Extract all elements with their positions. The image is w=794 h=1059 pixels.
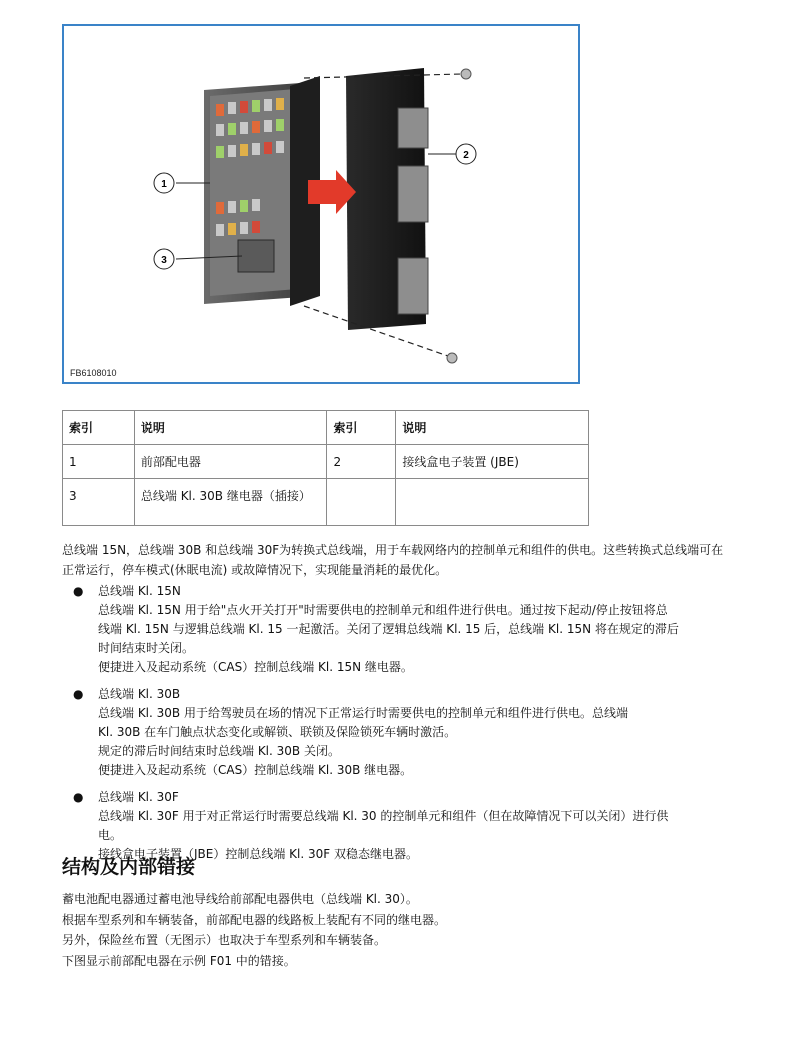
bullet-text-line: 总线端 Kl. 30F 用于对正常运行时需要总线端 Kl. 30 的控制单元和组件（但在故障情况下可以关闭）进行供 (98, 809, 669, 823)
bullet-text-line: 电。 (98, 828, 123, 842)
legend-table (62, 410, 589, 526)
bullet-text-line: 总线端 Kl. 15N 用于给"点火开关打开"时需要供电的控制单元和组件进行供电。通过按下起动/停止按钮将总 (98, 603, 668, 617)
relay-block (238, 240, 274, 272)
bullet-list (62, 582, 730, 872)
list-item (62, 582, 730, 677)
paragraph-line: 下图显示前部配电器在示例 F01 中的错接。 (62, 953, 296, 968)
header-index-2: 索引 (327, 411, 396, 445)
paragraph-line: 另外，保险丝布置（无图示）也取决于车型系列和车辆装备。 (62, 933, 387, 947)
bullet-dot-icon: ● (73, 584, 84, 598)
callout-3 (154, 249, 174, 269)
list-item (62, 685, 730, 780)
bullet-dot-icon: ● (73, 790, 84, 804)
jbe-connector-middle (398, 166, 428, 222)
table-cell (396, 479, 589, 526)
table-row (63, 479, 589, 526)
jbe-connector-top (398, 108, 428, 148)
bullet-heading: 总线端 Kl. 30B (98, 687, 181, 701)
table-cell: 3 (63, 479, 135, 526)
bullet-heading: 总线端 Kl. 15N (98, 584, 181, 598)
svg-text:1: 1 (161, 179, 167, 190)
bullet-dot-icon: ● (73, 687, 84, 701)
figure-code: FB6108010 (70, 368, 117, 378)
bullet-text-line: Kl. 30B 在车门触点状态变化或解锁、联锁及保险锁死车辆时激活。 (98, 725, 457, 739)
table-cell: 前部配电器 (134, 445, 327, 479)
bullet-text-line: 接线盒电子装置（JBE）控制总线端 Kl. 30F 双稳态继电器。 (98, 847, 418, 861)
svg-text:2: 2 (463, 150, 469, 161)
bullet-text-line: 便捷进入及起动系统（CAS）控制总线端 Kl. 30B 继电器。 (98, 763, 413, 777)
svg-text:3: 3 (161, 255, 167, 266)
fuse-box-illustration (64, 26, 578, 382)
bullet-text-line: 时间结束时关闭。 (98, 641, 195, 655)
table-cell (327, 479, 396, 526)
jbe-connector-bottom (398, 258, 428, 314)
header-description-2: 说明 (396, 411, 589, 445)
callout-2 (456, 144, 476, 164)
table-cell: 总线端 Kl. 30B 继电器（插接） (134, 479, 327, 526)
bullet-heading: 总线端 Kl. 30F (98, 790, 179, 804)
header-description-1: 说明 (134, 411, 327, 445)
screw-bottom (447, 353, 457, 363)
bullet-text-line: 便捷进入及起动系统（CAS）控制总线端 Kl. 15N 继电器。 (98, 660, 413, 674)
bullet-text-line: 总线端 Kl. 30B 用于给驾驶员在场的情况下正常运行时需要供电的控制单元和组件进行供电。总线端 (98, 706, 628, 720)
paragraph-line: 蓄电池配电器通过蓄电池导线给前部配电器供电（总线端 Kl. 30）。 (62, 892, 418, 906)
intro-paragraph: 总线端 15N，总线端 30B 和总线端 30F为转换式总线端，用于车载网络内的控制单元和组件的供电。这些转换式总线端可在正常运行，停车模式(休眠电流) 或故障情况下，实现能量消耗的最优化。 (62, 543, 724, 577)
fuse-box-figure (62, 24, 580, 384)
table-cell: 接线盒电子装置 (JBE) (396, 445, 589, 479)
header-index-1: 索引 (63, 411, 135, 445)
bullet-text-line: 规定的滞后时间结束时总线端 Kl. 30B 关闭。 (98, 744, 340, 758)
table-cell: 2 (327, 445, 396, 479)
body-paragraph (62, 889, 730, 971)
callout-1 (154, 173, 174, 193)
section-title: 结构及内部错接 (62, 856, 196, 878)
table-header-row (63, 411, 589, 445)
bullet-text-line: 线端 Kl. 15N 与逻辑总线端 Kl. 15 一起激活。关闭了逻辑总线端 Kl. 15 后，总线端 Kl. 15N 将在规定的滞后 (98, 622, 679, 636)
table-row (63, 445, 589, 479)
table-cell: 1 (63, 445, 135, 479)
screw-top (461, 69, 471, 79)
paragraph-line: 根据车型系列和车辆装备，前部配电器的线路板上装配有不同的继电器。 (62, 912, 447, 927)
